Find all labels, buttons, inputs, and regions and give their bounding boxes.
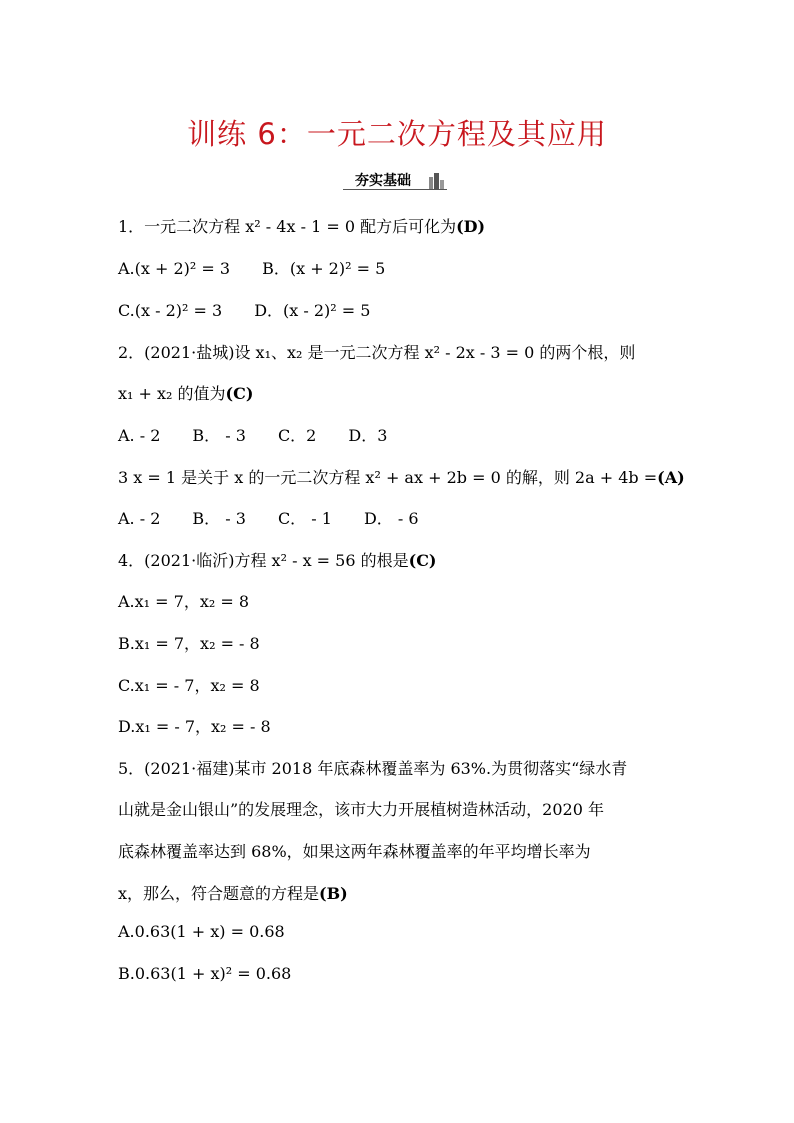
q1-option-d: D．(x - 2)² = 5: [254, 301, 371, 320]
q5-line-4: [118, 881, 348, 904]
q1-option-b: B．(x + 2)² = 5: [262, 259, 386, 278]
q2-option-b: B． - 3: [192, 426, 246, 445]
q3-stem-text: 3 x = 1 是关于 x 的一元二次方程 x² + ax + 2b = 0 的解，则 2a + 4b =: [118, 468, 658, 487]
q5-option-b-row: [118, 964, 291, 983]
q1-stem: [118, 214, 485, 237]
section-header: [343, 170, 453, 190]
q5-line-3: [118, 839, 591, 862]
page-title: 训练 6：一元二次方程及其应用: [187, 117, 607, 151]
q5-line-2: [118, 797, 604, 820]
q1-option-a: A.(x + 2)² = 3: [118, 259, 231, 278]
q3-options: [118, 506, 419, 529]
q2-stem-text-2: x₁ + x₂ 的值为: [118, 384, 226, 403]
q5-text-2: 山就是金山银山”的发展理念，该市大力开展植树造林活动，2020 年: [118, 800, 604, 819]
q5-text-3: 底森林覆盖率达到 68%，如果这两年森林覆盖率的年平均增长率为: [118, 842, 591, 861]
q2-option-d: D．3: [348, 426, 388, 445]
q4-option-a: A.x₁ = 7，x₂ = 8: [118, 592, 250, 611]
q4-option-b-row: [118, 631, 260, 654]
q3-option-c: C． - 1: [277, 509, 332, 528]
section-label: 夯实基础: [355, 173, 411, 189]
q2-option-c: C．2: [277, 426, 317, 445]
section-rule: [343, 189, 447, 190]
q5-text-1: 5．(2021·福建)某市 2018 年底森林覆盖率为 63%.为贯彻落实“绿水青: [118, 759, 628, 778]
q1-options-cd: [118, 298, 370, 321]
q1-options-ab: [118, 256, 385, 279]
q5-option-a: A.0.63(1 + x) = 0.68: [118, 922, 285, 941]
q4-option-a-row: [118, 589, 249, 612]
q5-answer: (B): [319, 884, 348, 903]
q5-option-a-row: [118, 922, 285, 941]
q2-stem-text: 2．(2021·盐城)设 x₁、x₂ 是一元二次方程 x² - 2x - 3 = 0 的两个根，则: [118, 343, 636, 362]
q4-stem: [118, 548, 437, 571]
q4-stem-text: 4．(2021·临沂)方程 x² - x = 56 的根是: [118, 551, 409, 570]
q2-answer: (C): [225, 384, 254, 403]
q3-stem: [118, 465, 685, 488]
q5-line-1: [118, 756, 627, 779]
q3-option-a: A. - 2: [118, 509, 161, 528]
q1-stem-text: 1．一元二次方程 x² - 4x - 1 = 0 配方后可化为: [118, 217, 457, 236]
q4-option-c: C.x₁ = - 7，x₂ = 8: [118, 676, 260, 695]
q4-option-b: B.x₁ = 7，x₂ = - 8: [118, 634, 260, 653]
q3-option-d: D． - 6: [363, 509, 419, 528]
q2-options: [118, 423, 387, 446]
q4-answer: (C): [408, 551, 437, 570]
q2-stem: [118, 340, 635, 363]
q4-option-d-row: [118, 714, 271, 737]
q4-option-d: D.x₁ = - 7，x₂ = - 8: [118, 717, 271, 736]
q3-option-b: B． - 3: [192, 509, 246, 528]
q2-stem-2: [118, 381, 253, 404]
q5-option-b: B.0.63(1 + x)² = 0.68: [118, 964, 292, 983]
q1-answer: (D): [456, 217, 486, 236]
q3-answer: (A): [657, 468, 685, 487]
building-icon: [427, 171, 447, 189]
q5-text-4: x，那么，符合题意的方程是: [118, 884, 320, 903]
q4-option-c-row: [118, 673, 260, 696]
q2-option-a: A. - 2: [118, 426, 161, 445]
q1-option-c: C.(x - 2)² = 3: [118, 301, 223, 320]
